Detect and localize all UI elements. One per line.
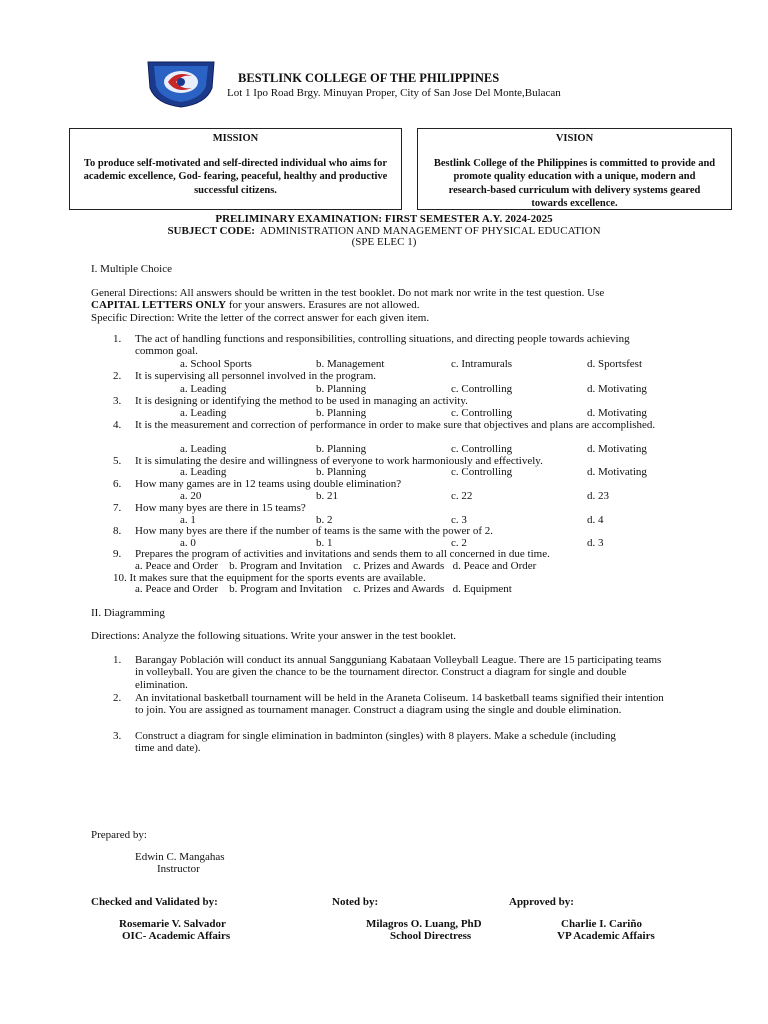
- option-c: c. Controlling: [451, 383, 513, 395]
- preparer-name: Edwin C. Mangahas: [135, 851, 225, 863]
- option-a: a. 1: [180, 514, 196, 526]
- situation-2: [113, 692, 673, 717]
- school-name: BESTLINK COLLEGE OF THE PHILIPPINES: [238, 71, 500, 85]
- vision-box: [417, 128, 732, 210]
- option-b: b. Management: [316, 358, 385, 370]
- option-a: a. Leading: [180, 443, 227, 455]
- situation-text: Barangay Población will conduct its annual Sangguniang Kabataan Volleyball League. There are 15 participating teams in volleyball. You are given the chance to be the tournament director. Construct a diagram for single and double elimination.: [135, 654, 662, 691]
- option-d: d. Motivating: [587, 443, 647, 455]
- part2-directions: Directions: Analyze the following situations. Write your answer in the test booklet.: [91, 630, 457, 642]
- option-c: c. Controlling: [451, 466, 513, 478]
- question-number: 4.: [113, 419, 122, 431]
- prepared-by-label: Prepared by:: [91, 829, 147, 841]
- question-number: 9.: [113, 548, 122, 560]
- question-number: 6.: [113, 478, 122, 490]
- school-logo: [146, 58, 216, 108]
- question-text: It is the measurement and correction of performance in order to make sure that objectives and plans are accomplished.: [135, 419, 656, 431]
- option-a: a. Leading: [180, 466, 227, 478]
- general-directions-line2: [91, 299, 691, 311]
- school-address: Lot 1 Ipo Road Brgy. Minuyan Proper, City of San Jose Del Monte,Bulacan: [227, 87, 561, 99]
- option-d: d. Motivating: [587, 407, 647, 419]
- question-text: It is supervising all personnel involved in the program.: [135, 370, 377, 382]
- situation-1: [113, 654, 673, 691]
- vision-title: VISION: [555, 133, 594, 144]
- option-d: d. Sportsfest: [587, 358, 642, 370]
- option-d: d. Motivating: [587, 383, 647, 395]
- checker-title: OIC- Academic Affairs: [122, 930, 231, 942]
- situation-text: An invitational basketball tournament will be held in the Araneta Coliseum. 14 basketball teams signified their intention to join. You are assigned as tournament manager. Construct a diagram using the single and double elimination.: [135, 692, 664, 717]
- exam-header: [0, 214, 768, 249]
- option-b: b. Planning: [316, 443, 367, 455]
- exam-title: PRELIMINARY EXAMINATION: FIRST SEMESTER A.Y. 2024-2025: [215, 213, 553, 225]
- question-3-options: [0, 407, 768, 419]
- option-c: c. Controlling: [451, 443, 513, 455]
- question-4: [113, 419, 673, 431]
- question-text: The act of handling functions and responsibilities, controlling situations, and directing people towards achieving common goal.: [135, 333, 630, 358]
- option-a: a. 20: [180, 490, 202, 502]
- general-directions-line1: General Directions: All answers should be written in the test booklet. Do not mark nor write in the test question. Use: [91, 287, 605, 299]
- question-5-options: [0, 466, 768, 478]
- question-text: Prepares the program of activities and invitations and sends them to all concerned in due time.: [135, 548, 550, 560]
- option-d: d. Motivating: [587, 466, 647, 478]
- situation-number: 3.: [113, 730, 122, 742]
- option-c: c. Controlling: [451, 407, 513, 419]
- question-7: [113, 502, 673, 514]
- question-number: 10.: [113, 572, 127, 584]
- situation-3: [113, 730, 673, 755]
- question-text: How many byes are there in 15 teams?: [135, 502, 306, 514]
- question-3: [113, 395, 673, 407]
- approved-by-label: Approved by:: [509, 896, 574, 908]
- mission-title: MISSION: [212, 133, 259, 144]
- option-b: b. Planning: [316, 383, 367, 395]
- question-9-options: a. Peace and Order b. Program and Invitation c. Prizes and Awards d. Peace and Order: [135, 560, 537, 572]
- question-text: It is simulating the desire and willingness of everyone to work harmoniously and effectively.: [135, 455, 543, 467]
- approver-name: Charlie I. Cariño: [561, 918, 642, 930]
- situation-number: 2.: [113, 692, 122, 704]
- approver-title: VP Academic Affairs: [557, 930, 655, 942]
- noter-title: School Directress: [390, 930, 472, 942]
- question-number: 2.: [113, 370, 122, 382]
- question-9: [113, 548, 673, 560]
- question-number: 8.: [113, 525, 122, 537]
- situation-number: 1.: [113, 654, 122, 666]
- option-c: c. 2: [451, 537, 467, 549]
- question-number: 7.: [113, 502, 122, 514]
- question-6-options: [0, 490, 768, 502]
- option-b: b. Planning: [316, 466, 367, 478]
- question-number: 3.: [113, 395, 122, 407]
- question-2-options: [0, 383, 768, 395]
- option-c: c. 3: [451, 514, 467, 526]
- subject-name: ADMINISTRATION AND MANAGEMENT OF PHYSICAL EDUCATION: [259, 224, 601, 237]
- subject-code: (SPE ELEC 1): [351, 236, 417, 248]
- general-directions-rest: for your answers. Erasures are not allowed.: [226, 299, 420, 312]
- question-1-options: [0, 358, 768, 370]
- option-d: d. 3: [587, 537, 604, 549]
- situation-text: Construct a diagram for single elimination in badminton (singles) with 8 players. Make a schedule (including time and date).: [135, 730, 616, 755]
- option-d: d. 4: [587, 514, 604, 526]
- question-text: How many games are in 12 teams using double elimination?: [135, 478, 402, 490]
- option-b: b. 2: [316, 514, 333, 526]
- vision-text: Bestlink College of the Philippines is committed to provide and promote quality education with a unique, modern and research-based curriculum with delivery systems geared towards excellence.: [433, 157, 716, 209]
- option-a: a. Leading: [180, 407, 227, 419]
- noter-name: Milagros O. Luang, PhD: [366, 918, 482, 930]
- question-2: [113, 370, 673, 382]
- option-a: a. 0: [180, 537, 196, 549]
- question-text: It makes sure that the equipment for the sports events are available.: [129, 572, 426, 584]
- option-b: b. Planning: [316, 407, 367, 419]
- general-directions: [91, 287, 691, 324]
- question-1: [113, 333, 673, 358]
- question-8: [113, 525, 673, 537]
- capital-letters-emphasis: CAPITAL LETTERS ONLY: [91, 299, 227, 312]
- question-number: 5.: [113, 455, 122, 467]
- option-c: c. 22: [451, 490, 473, 502]
- option-b: b. 21: [316, 490, 338, 502]
- preparer-title: Instructor: [157, 863, 200, 875]
- question-6: [113, 478, 673, 490]
- mission-box: [69, 128, 402, 210]
- option-d: d. 23: [587, 490, 609, 502]
- subject-label: SUBJECT CODE:: [167, 224, 255, 237]
- option-c: c. Intramurals: [451, 358, 513, 370]
- option-a: a. School Sports: [180, 358, 252, 370]
- option-a: a. Leading: [180, 383, 227, 395]
- question-4-options: [0, 443, 768, 455]
- question-10-options: a. Peace and Order b. Program and Invitation c. Prizes and Awards d. Equipment: [135, 583, 512, 595]
- mission-text: To produce self-motivated and self-directed individual who aims for academic excellence, God- fearing, peaceful, healthy and productive successful citizens.: [83, 157, 388, 196]
- specific-directions: Specific Direction: Write the letter of the correct answer for each given item.: [91, 311, 430, 324]
- question-text: How many byes are there if the number of teams is the same with the power of 2.: [135, 525, 494, 537]
- part2-heading: II. Diagramming: [91, 607, 165, 619]
- option-b: b. 1: [316, 537, 333, 549]
- question-number: 1.: [113, 333, 122, 345]
- part1-heading: I. Multiple Choice: [91, 263, 172, 275]
- question-text: It is designing or identifying the method to be used in managing an activity.: [135, 395, 468, 407]
- checker-name: Rosemarie V. Salvador: [119, 918, 226, 930]
- noted-by-label: Noted by:: [332, 896, 379, 908]
- checked-by-label: Checked and Validated by:: [91, 896, 218, 908]
